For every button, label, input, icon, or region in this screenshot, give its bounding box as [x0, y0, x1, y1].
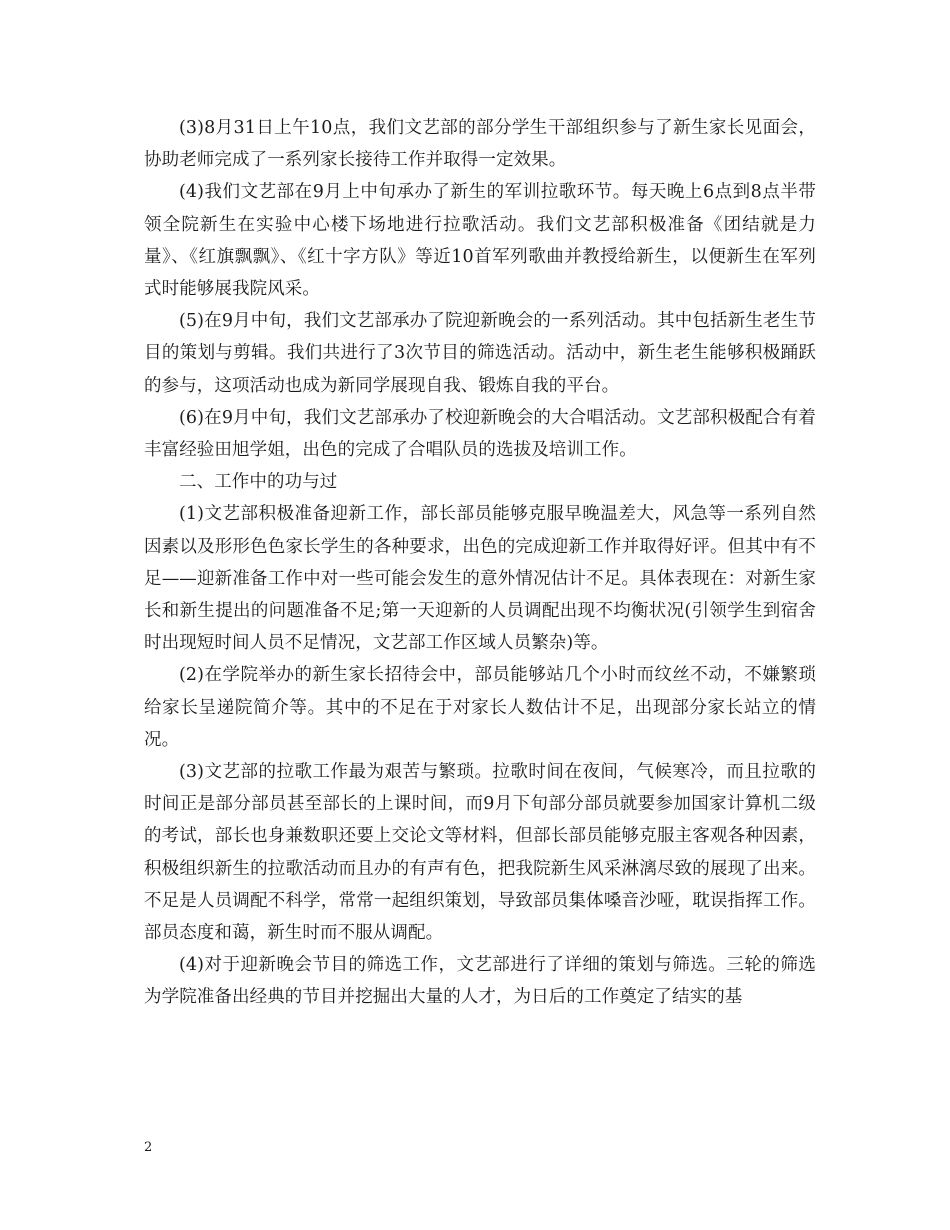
section-heading: 二、工作中的功与过	[179, 472, 338, 493]
paragraph-merit-1: (1)文艺部积极准备迎新工作，部长部员能够克服早晚温差大，风急等一系列自然因素以及形形色色家长学生的各种要求，出色的完成迎新工作并取得好评。但其中有不足——迎新准备工作中对一些可能会发生的意外情况估计不足。具体表现在：对新生家长和新生提出的问题准备不足;第一天迎新的人员调配出现不均衡状况(引领学生到宿舍时出现短时间人员不足情况，文艺部工作区域人员繁杂)等。	[144, 504, 816, 654]
paragraph-item-4: (4)我们文艺部在9月上中旬承办了新生的军训拉歌环节。每天晚上6点到8点半带领全院新生在实验中心楼下场地进行拉歌活动。我们文艺部积极准备《团结就是力量》、《红旗飘飘》、《红十字方队》等近10首军列歌曲并教授给新生，以便新生在军列式时能够展我院风采。	[144, 182, 816, 300]
page-number: 2	[144, 1140, 153, 1155]
paragraph-item-5: (5)在9月中旬，我们文艺部承办了院迎新晚会的一系列活动。其中包括新生老生节目的策划与剪辑。我们共进行了3次节目的筛选活动。活动中，新生老生能够积极踊跃的参与，这项活动也成为新同学展现自我、锻炼自我的平台。	[144, 311, 816, 396]
paragraph-merit-4: (4)对于迎新晚会节目的筛选工作，文艺部进行了详细的策划与筛选。三轮的筛选为学院准备出经典的节目并挖掘出大量的人才，为日后的工作奠定了结实的基	[144, 955, 816, 1008]
paragraph-merit-2: (2)在学院举办的新生家长招待会中，部员能够站几个小时而纹丝不动，不嫌繁琐给家长呈递院简介等。其中的不足在于对家长人数估计不足，出现部分家长站立的情况。	[144, 665, 816, 750]
paragraph-item-6: (6)在9月中旬，我们文艺部承办了校迎新晚会的大合唱活动。文艺部积极配合有着丰富经验田旭学姐，出色的完成了合唱队员的选拔及培训工作。	[144, 407, 816, 461]
document-body	[144, 112, 816, 1014]
paragraph-item-3: (3)8月31日上午10点，我们文艺部的部分学生干部组织参与了新生家长见面会，协助老师完成了一系列家长接待工作并取得一定效果。	[144, 118, 816, 171]
paragraph-merit-3: (3)文艺部的拉歌工作最为艰苦与繁琐。拉歌时间在夜间，气候寒冷，而且拉歌的时间正是部分部员甚至部长的上课时间，而9月下旬部分部员就要参加国家计算机二级的考试，部长也身兼数职还要上交论文等材料，但部长部员能够克服主客观各种因素，积极组织新生的拉歌活动而且办的有声有色，把我院新生风采淋漓尽致的展现了出来。不足是人员调配不科学，常常一起组织策划，导致部员集体嗓音沙哑，耽误指挥工作。部员态度和蔼，新生时而不服从调配。	[144, 762, 816, 944]
